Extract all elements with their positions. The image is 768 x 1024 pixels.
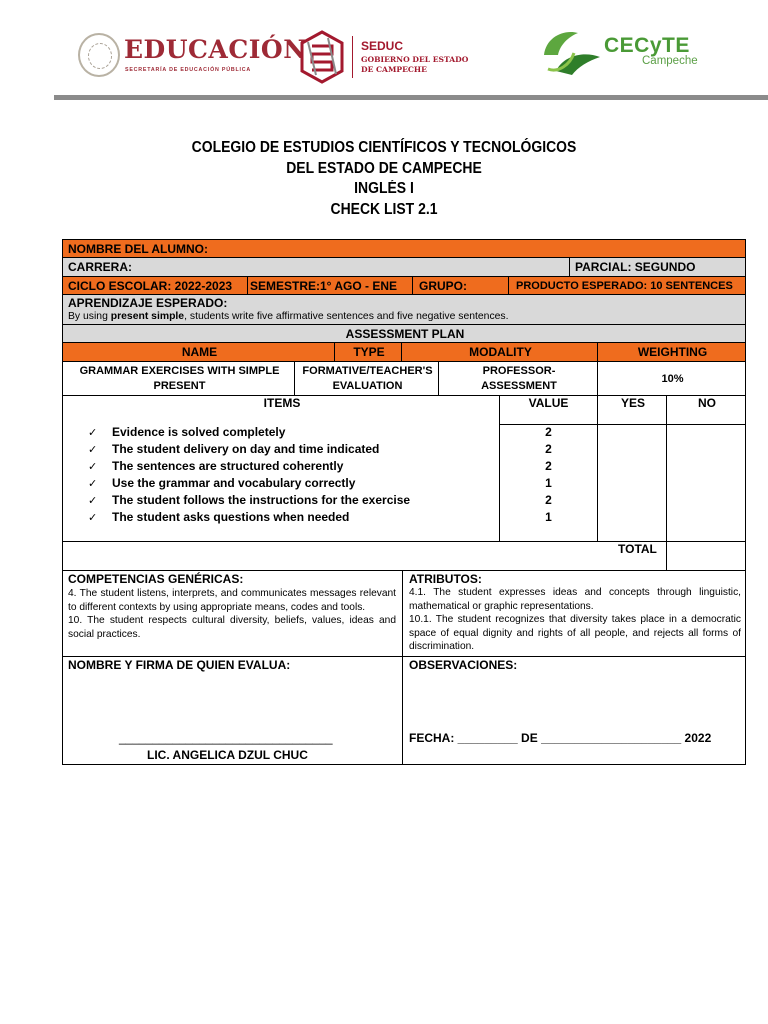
checklist-item-text: Evidence is solved completely [112, 425, 286, 439]
expected-learning-label: APRENDIZAJE ESPERADO: [68, 296, 228, 310]
checklist-no-column[interactable] [666, 395, 746, 542]
career-cell[interactable] [62, 257, 570, 277]
assessment-weighting-header [597, 342, 746, 362]
expected-learning-text-bold: present simple [110, 311, 185, 322]
checklist-items-header: ITEMS [263, 396, 301, 410]
seduc-emblem-icon [298, 30, 346, 84]
signature-line[interactable]: ________________________________ [119, 731, 333, 745]
check-icon: ✓ [88, 444, 98, 456]
school-cycle-label: CICLO ESCOLAR: 2022-2023 [68, 279, 233, 293]
assessment-weighting-cell [597, 361, 746, 396]
mexico-seal-icon [78, 33, 120, 77]
checklist-item-value: 2 [545, 425, 552, 439]
total-value-cell[interactable] [666, 541, 746, 571]
total-label: TOTAL [618, 542, 657, 556]
observations-cell[interactable] [402, 656, 746, 765]
checklist-item [88, 441, 410, 458]
seduc-line-2: DE CAMPECHE [361, 65, 427, 74]
assessment-type-header-label: TYPE [353, 345, 385, 359]
checklist-values [500, 424, 597, 526]
evaluator-cell [62, 656, 403, 765]
header-divider [54, 95, 768, 100]
check-icon: ✓ [88, 512, 98, 524]
checklist-item-text: The student follows the instructions for the exercise [112, 493, 411, 507]
checklist-item [88, 509, 410, 526]
checklist-item [88, 424, 410, 441]
competencias-text [68, 587, 396, 641]
checklist-item-value: 1 [545, 476, 552, 490]
cecyte-logo [538, 25, 718, 79]
assessment-plan-title: ASSESSMENT PLAN [345, 327, 465, 341]
title-line-3: INGLÉS I [354, 180, 414, 197]
total-row [62, 541, 667, 571]
expected-learning-text-post: , students write five affirmative sentences and five negative sentences. [184, 311, 509, 322]
check-icon: ✓ [88, 478, 98, 490]
assessment-modality-line-1: PROFESSOR- [482, 365, 556, 377]
checklist-item [88, 458, 410, 475]
expected-product-cell [508, 276, 746, 295]
checklist-value-header: VALUE [528, 396, 569, 410]
expected-learning-text [68, 311, 509, 322]
career-label: CARRERA: [68, 260, 132, 274]
checklist-item-value: 2 [545, 459, 552, 473]
seduc-line-1: GOBIERNO DEL ESTADO [361, 55, 469, 64]
assessment-modality-header-label: MODALITY [469, 345, 532, 359]
educacion-logo-subtitle: SECRETARÍA DE EDUCACIÓN PÚBLICA [125, 67, 252, 73]
competencias-label: COMPETENCIAS GENÉRICAS: [68, 572, 244, 586]
atributos-text-2: 10.1. The student recognizes that diversity takes place in a democratic space of equal dignity and rights of all people, and rejects all forms of discrimination. [409, 614, 741, 652]
assessment-weighting-header-label: WEIGHTING [637, 345, 708, 359]
title-line-1: COLEGIO DE ESTUDIOS CIENTÍFICOS Y TECNOLÓGICOS [191, 139, 577, 156]
educacion-logo-word: EDUCACIÓN [124, 35, 307, 64]
seduc-logo [298, 30, 498, 84]
checklist-yes-header: YES [620, 396, 645, 410]
student-name-label: NOMBRE DEL ALUMNO: [68, 242, 208, 256]
checklist-item-value: 2 [545, 493, 552, 507]
checklist-item-text: The student delivery on day and time indicated [112, 442, 380, 456]
assessment-modality-line-2: ASSESSMENT [481, 380, 557, 392]
cecyte-leaf-icon [538, 25, 606, 79]
evaluator-name: LIC. ANGELICA DZUL CHUC [147, 748, 308, 762]
assessment-name-line-2: PRESENT [153, 380, 206, 392]
partial-cell [569, 257, 746, 277]
educacion-logo [78, 33, 307, 83]
expected-learning-text-pre: By using [68, 311, 111, 322]
seduc-separator [352, 36, 353, 78]
check-icon: ✓ [88, 461, 98, 473]
expected-learning-cell [62, 294, 746, 325]
competencias-text-2: 10. The student respects cultural diversity, beliefs, values, ideas and social practices. [68, 615, 396, 640]
assessment-name-cell [62, 361, 295, 396]
evaluator-label: NOMBRE Y FIRMA DE QUIEN EVALUA: [68, 658, 291, 672]
expected-product-label: PRODUCTO ESPERADO: 10 SENTENCES [516, 280, 733, 292]
checklist-yes-column[interactable] [597, 395, 667, 542]
checklist-no-header: NO [698, 396, 716, 410]
assessment-type-line-2: EVALUATION [332, 380, 403, 392]
title-line-4: CHECK LIST 2.1 [330, 201, 438, 218]
observations-label: OBSERVACIONES: [409, 658, 518, 672]
checklist-item-text: The student asks questions when needed [112, 510, 350, 524]
partial-label: PARCIAL: SEGUNDO [575, 260, 696, 274]
assessment-modality-header [401, 342, 598, 362]
assessment-name-header [62, 342, 335, 362]
seduc-title: SEDUC [361, 39, 404, 53]
checklist-item-value: 1 [545, 510, 552, 524]
group-label: GRUPO: [419, 279, 467, 293]
semester-cell [247, 276, 413, 295]
atributos-text-1: 4.1. The student expresses ideas and concepts through linguistic, mathematical or graphic representations. [409, 587, 741, 612]
checklist-item [88, 475, 410, 492]
competencias-text-1: 4. The student listens, interprets, and communicates messages relevant to different contexts by using appropriate means, codes and tools. [68, 588, 396, 613]
checklist-items [88, 424, 410, 526]
assessment-name-header-label: NAME [181, 345, 218, 359]
assessment-modality-cell [438, 361, 598, 396]
title-line-2: DEL ESTADO DE CAMPECHE [286, 160, 482, 177]
checklist-item-value: 2 [545, 442, 552, 456]
competencias-cell [62, 570, 403, 657]
school-cycle-cell [62, 276, 248, 295]
atributos-cell [402, 570, 746, 657]
cecyte-word: CECyTE [604, 34, 690, 57]
checklist-item-text: The sentences are structured coherently [112, 459, 344, 473]
check-icon: ✓ [88, 495, 98, 507]
checklist-item-text: Use the grammar and vocabulary correctly [112, 476, 356, 490]
assessment-type-header [334, 342, 402, 362]
group-cell[interactable] [412, 276, 509, 295]
check-icon: ✓ [88, 427, 98, 439]
cecyte-subtitle: Campeche [642, 55, 698, 67]
student-name-cell[interactable] [62, 239, 746, 258]
semester-label: SEMESTRE:1° AGO - ENE [250, 279, 398, 293]
atributos-text [409, 586, 741, 654]
assessment-plan-header [62, 324, 746, 343]
date-field[interactable]: FECHA: _________ DE _____________________ 2022 [409, 731, 712, 745]
assessment-weighting-value: 10% [661, 373, 684, 385]
assessment-type-line-1: FORMATIVE/TEACHER'S [302, 365, 433, 377]
checklist-item [88, 492, 410, 509]
assessment-type-cell [294, 361, 439, 396]
atributos-label: ATRIBUTOS: [409, 572, 482, 586]
assessment-name-line-1: GRAMMAR EXERCISES WITH SIMPLE [79, 365, 280, 377]
